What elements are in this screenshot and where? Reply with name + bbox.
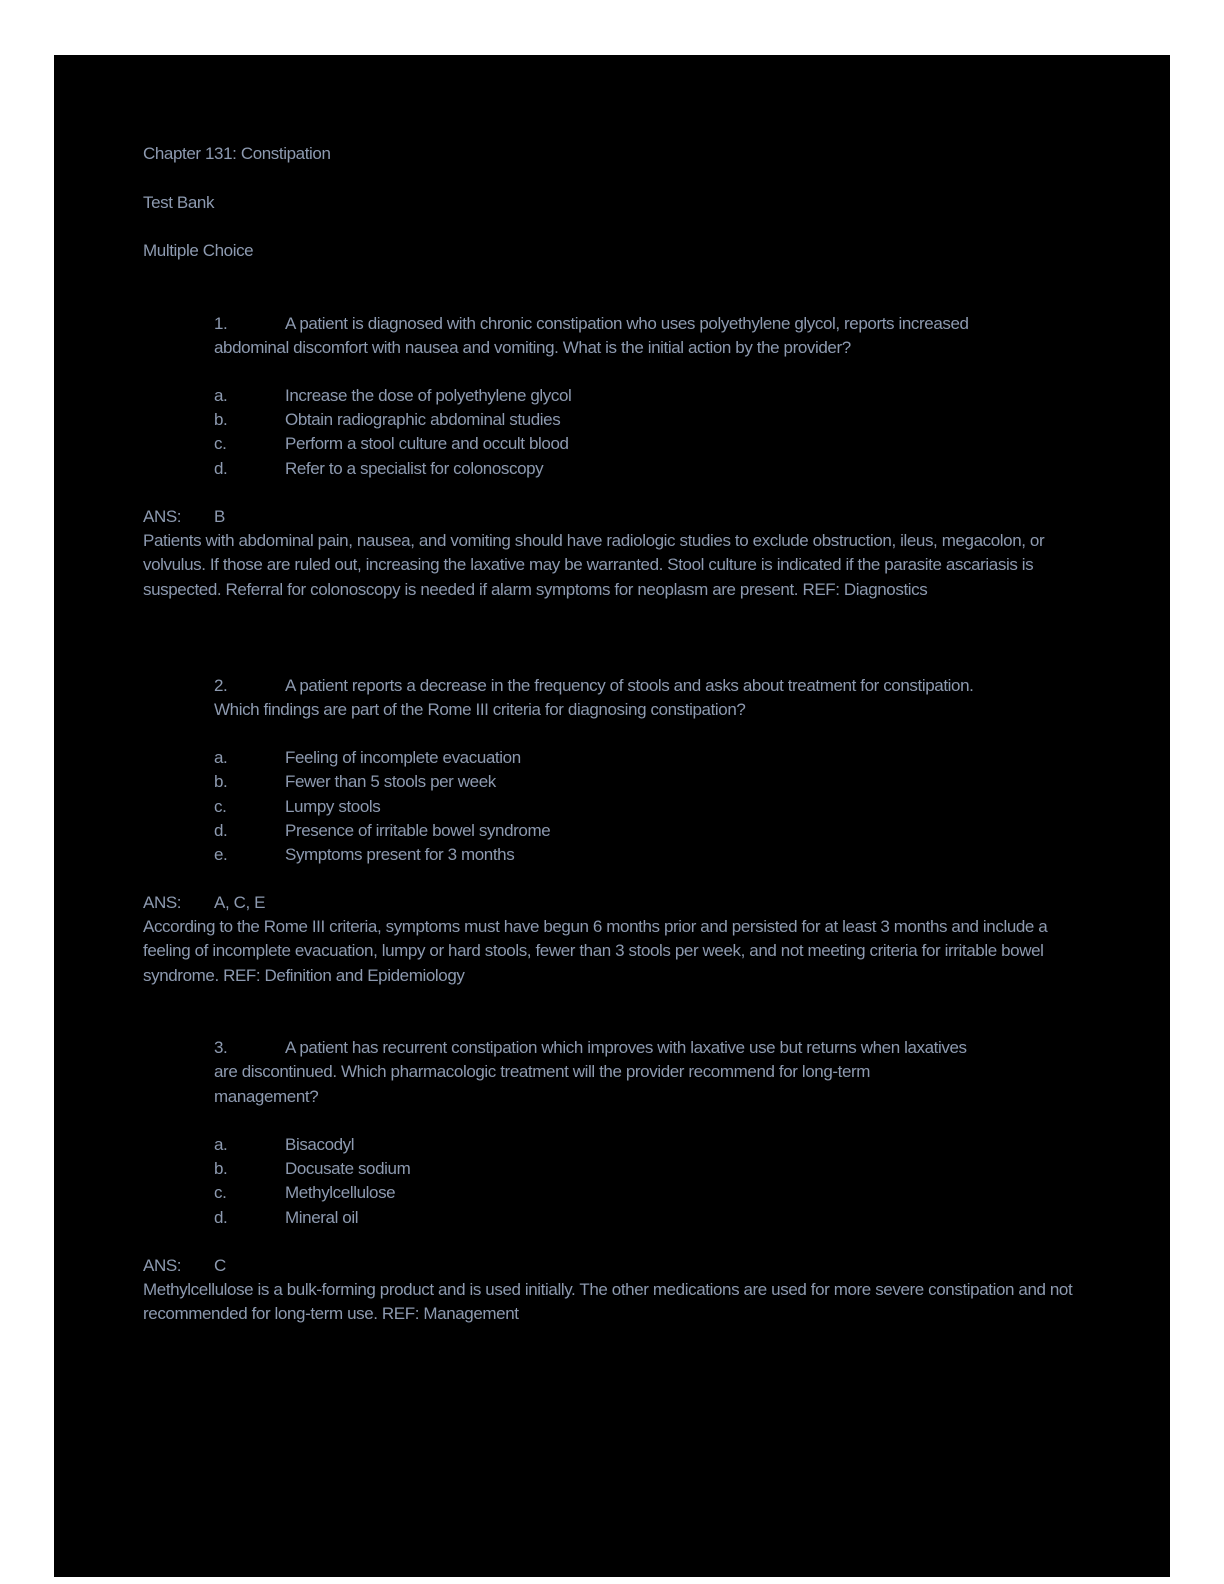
option-letter: a. bbox=[214, 748, 228, 767]
answer-value: C bbox=[214, 1256, 226, 1275]
option-letter: c. bbox=[214, 797, 227, 816]
option-letter: a. bbox=[214, 386, 228, 405]
option-text: Symptoms present for 3 months bbox=[285, 845, 515, 864]
question-stem-line: A patient has recurrent constipation which improves with laxative use but returns when laxatives bbox=[285, 1038, 967, 1057]
option-text: Presence of irritable bowel syndrome bbox=[285, 821, 551, 840]
question-stem-line: management? bbox=[214, 1087, 319, 1106]
chapter-title: Chapter 131: Constipation bbox=[143, 144, 331, 163]
answer-label: ANS: bbox=[143, 893, 182, 912]
answer-rationale: Methylcellulose is a bulk-forming product and is used initially. The other medications are used for more severe constipation and not recommended for long-term use. REF: Management bbox=[143, 1280, 1073, 1324]
question-stem-line: A patient is diagnosed with chronic constipation who uses polyethylene glycol, reports increased bbox=[285, 314, 969, 333]
option-text: Fewer than 5 stools per week bbox=[285, 772, 496, 791]
option-letter: d. bbox=[214, 459, 228, 478]
subtitle: Test Bank bbox=[143, 193, 215, 212]
document-page bbox=[54, 55, 1170, 1577]
option-letter: b. bbox=[214, 772, 228, 791]
option-letter: a. bbox=[214, 1135, 228, 1154]
option-letter: b. bbox=[214, 1159, 228, 1178]
option-letter: b. bbox=[214, 410, 228, 429]
option-letter: d. bbox=[214, 821, 228, 840]
option-text: Increase the dose of polyethylene glycol bbox=[285, 386, 572, 405]
question-number: 1. bbox=[214, 314, 228, 333]
option-text: Refer to a specialist for colonoscopy bbox=[285, 459, 544, 478]
answer-value: B bbox=[214, 507, 225, 526]
option-text: Feeling of incomplete evacuation bbox=[285, 748, 521, 767]
section-heading: Multiple Choice bbox=[143, 241, 254, 260]
option-letter: c. bbox=[214, 1183, 227, 1202]
option-letter: d. bbox=[214, 1208, 228, 1227]
option-text: Perform a stool culture and occult blood bbox=[285, 434, 569, 453]
answer-rationale: According to the Rome III criteria, symptoms must have begun 6 months prior and persisted for at least 3 months and include a feeling of incomplete evacuation, lumpy or hard stools, fewer than 3 stools per week, and not meeting criteria for irritable bowel syndrome. REF: Definition and Epidemiology bbox=[143, 917, 1048, 985]
option-text: Obtain radiographic abdominal studies bbox=[285, 410, 561, 429]
option-letter: e. bbox=[214, 845, 228, 864]
question-stem-line: are discontinued. Which pharmacologic treatment will the provider recommend for long-term bbox=[214, 1062, 871, 1081]
option-letter: c. bbox=[214, 434, 227, 453]
option-text: Methylcellulose bbox=[285, 1183, 396, 1202]
option-text: Mineral oil bbox=[285, 1208, 359, 1227]
question-stem-line: abdominal discomfort with nausea and vomiting. What is the initial action by the provider? bbox=[214, 338, 851, 357]
option-text: Docusate sodium bbox=[285, 1159, 411, 1178]
answer-label: ANS: bbox=[143, 1256, 182, 1275]
answer-value: A, C, E bbox=[214, 893, 266, 912]
answer-label: ANS: bbox=[143, 507, 182, 526]
option-text: Lumpy stools bbox=[285, 797, 381, 816]
question-stem-line: A patient reports a decrease in the frequency of stools and asks about treatment for constipation. bbox=[285, 676, 974, 695]
question-number: 3. bbox=[214, 1038, 228, 1057]
question-stem-line: Which findings are part of the Rome III criteria for diagnosing constipation? bbox=[214, 700, 746, 719]
question-number: 2. bbox=[214, 676, 228, 695]
answer-rationale: Patients with abdominal pain, nausea, and vomiting should have radiologic studies to exclude obstruction, ileus, megacolon, or volvulus. If those are ruled out, increasing the laxative may be warranted. Stool culture is indicated if the parasite ascariasis is suspected. Referral for colonoscopy is needed if alarm symptoms for neoplasm are present. REF: Diagnostics bbox=[143, 531, 1045, 599]
option-text: Bisacodyl bbox=[285, 1135, 355, 1154]
